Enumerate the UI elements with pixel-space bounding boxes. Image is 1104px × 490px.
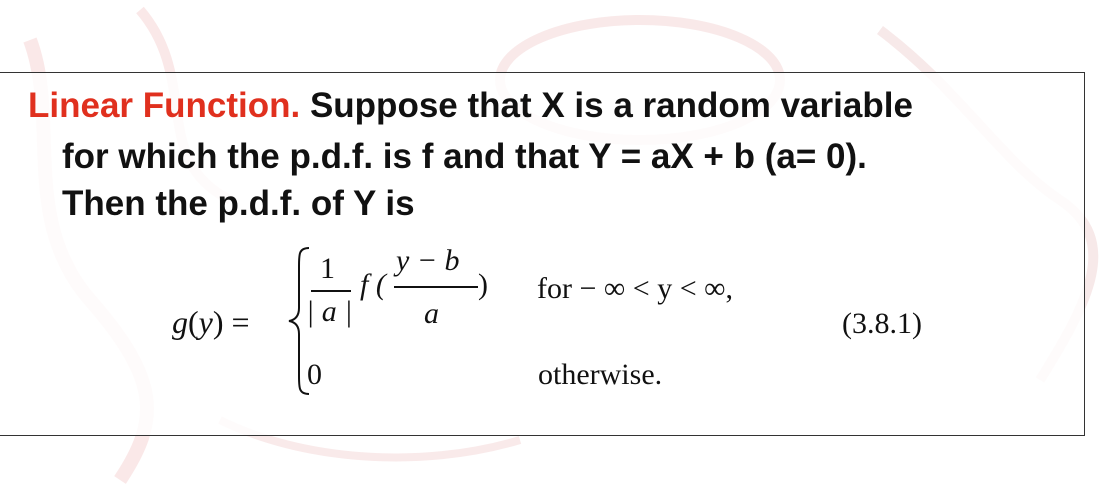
formula-lhs: g(y) = — [172, 304, 250, 340]
coef-numerator: 1 — [320, 252, 335, 285]
arg-denominator: a — [424, 297, 439, 330]
statement-line-1 — [28, 86, 913, 126]
arg-numerator: y − b — [396, 244, 460, 277]
term-label: Linear Function. — [28, 86, 301, 125]
equation-number: (3.8.1) — [842, 307, 922, 340]
statement-line-2: for which the p.d.f. is f and that Y = aX + b (a= 0). — [62, 137, 867, 176]
function-close: ) — [478, 268, 488, 301]
case1-condition: for − ∞ < y < ∞, — [537, 272, 734, 305]
coef-denominator: | a | — [306, 295, 353, 328]
arg-fraction-bar — [394, 286, 478, 288]
statement-line-3: Then the p.d.f. of Y is — [62, 184, 415, 223]
case2-value: 0 — [307, 358, 322, 391]
coef-fraction-bar — [311, 290, 351, 292]
function-open: f ( — [360, 268, 386, 301]
statement-line-1-text: Suppose that X is a random variable — [300, 86, 913, 125]
case2-condition: otherwise. — [538, 358, 663, 391]
